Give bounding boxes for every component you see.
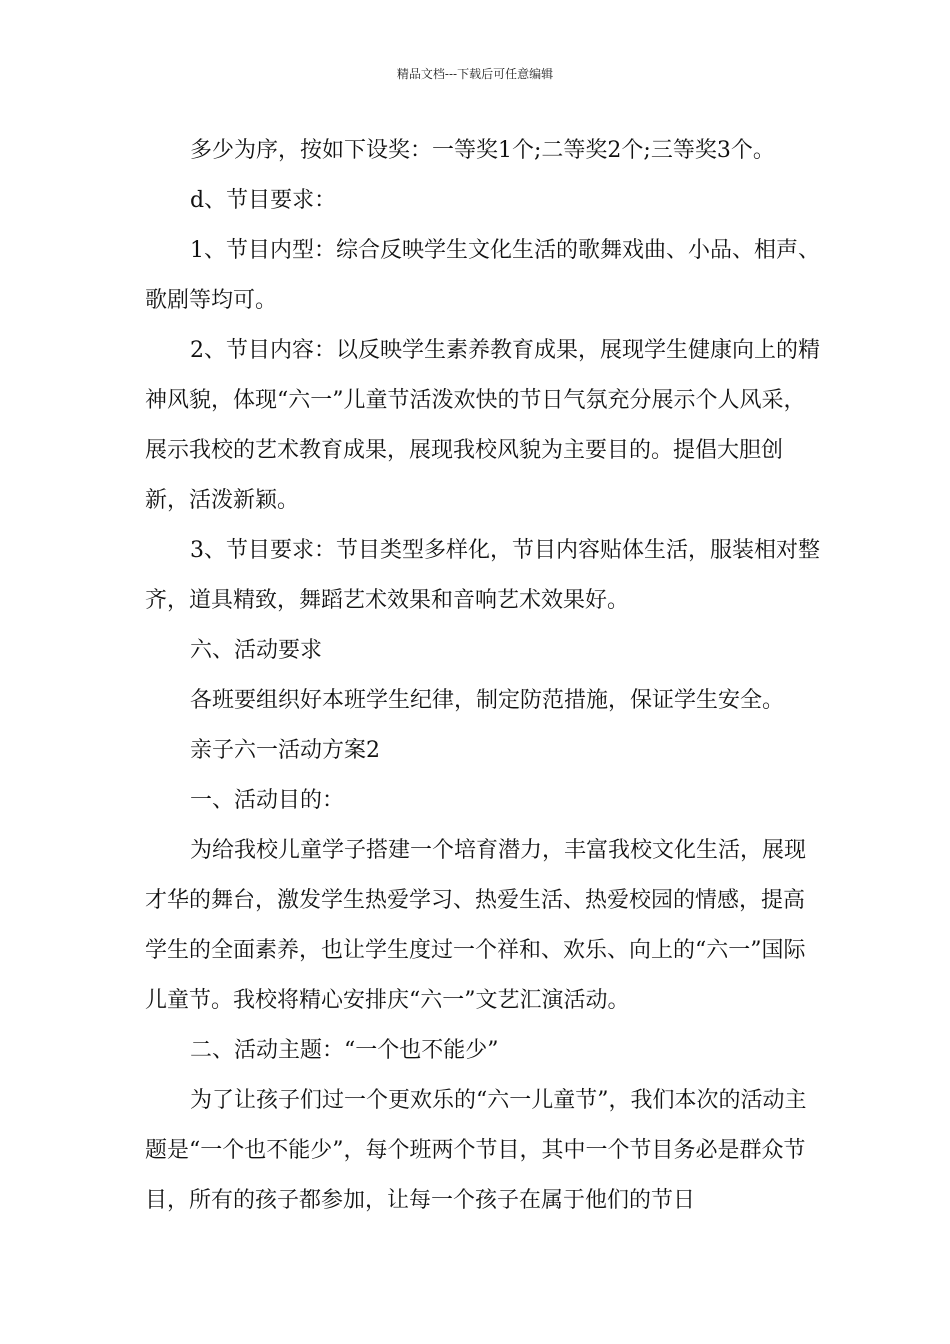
paragraph-award-rule: 多少为序，按如下设奖：一等奖1个;二等奖2个;三等奖3个。 bbox=[190, 138, 775, 163]
paragraph-program-content: 2、节目内容：以反映学生素养教育成果，展现学生健康向上的精神风貌，体现“六一”儿童节活泼欢快的节日气氛充分展示个人风采，展示我校的艺术教育成果，展现我校风貌为主要目的。提倡大胆创新，活泼新颖。 bbox=[145, 338, 820, 513]
section-heading-activity-purpose: 一、活动目的： bbox=[190, 788, 345, 813]
paragraph-activity-theme: 为了让孩子们过一个更欢乐的“六一儿童节”，我们本次的活动主题是“一个也不能少”，每个班两个节目，其中一个节目务必是群众节目，所有的孩子都参加，让每一个孩子在属于他们的节日 bbox=[145, 1088, 807, 1213]
section-heading-activity-theme: 二、活动主题：“一个也不能少” bbox=[190, 1038, 499, 1063]
paragraph-program-requirements-heading: d、节目要求： bbox=[190, 188, 337, 213]
paragraph-activity-purpose: 为给我校儿童学子搭建一个培育潜力，丰富我校文化生活，展现才华的舞台，激发学生热爱学习、热爱生活、热爱校园的情感，提高学生的全面素养，也让学生度过一个祥和、欢乐、向上的“六一”国际儿童节。我校将精心安排庆“六一”文艺汇演活动。 bbox=[145, 838, 807, 1013]
paragraph-program-type: 1、节目内型：综合反映学生文化生活的歌舞戏曲、小品、相声、歌剧等均可。 bbox=[145, 238, 820, 313]
paragraph-class-discipline: 各班要组织好本班学生纪律，制定防范措施，保证学生安全。 bbox=[190, 688, 785, 713]
document-body bbox=[145, 126, 825, 1226]
paragraph-program-standards: 3、节目要求：节目类型多样化，节目内容贴体生活，服装相对整齐，道具精致，舞蹈艺术效果和音响艺术效果好。 bbox=[145, 538, 820, 613]
plan-title-2: 亲子六一活动方案2 bbox=[190, 738, 380, 763]
page-header: 精品文档---下载后可任意编辑 bbox=[396, 67, 554, 81]
section-heading-activity-requirements: 六、活动要求 bbox=[190, 638, 323, 663]
